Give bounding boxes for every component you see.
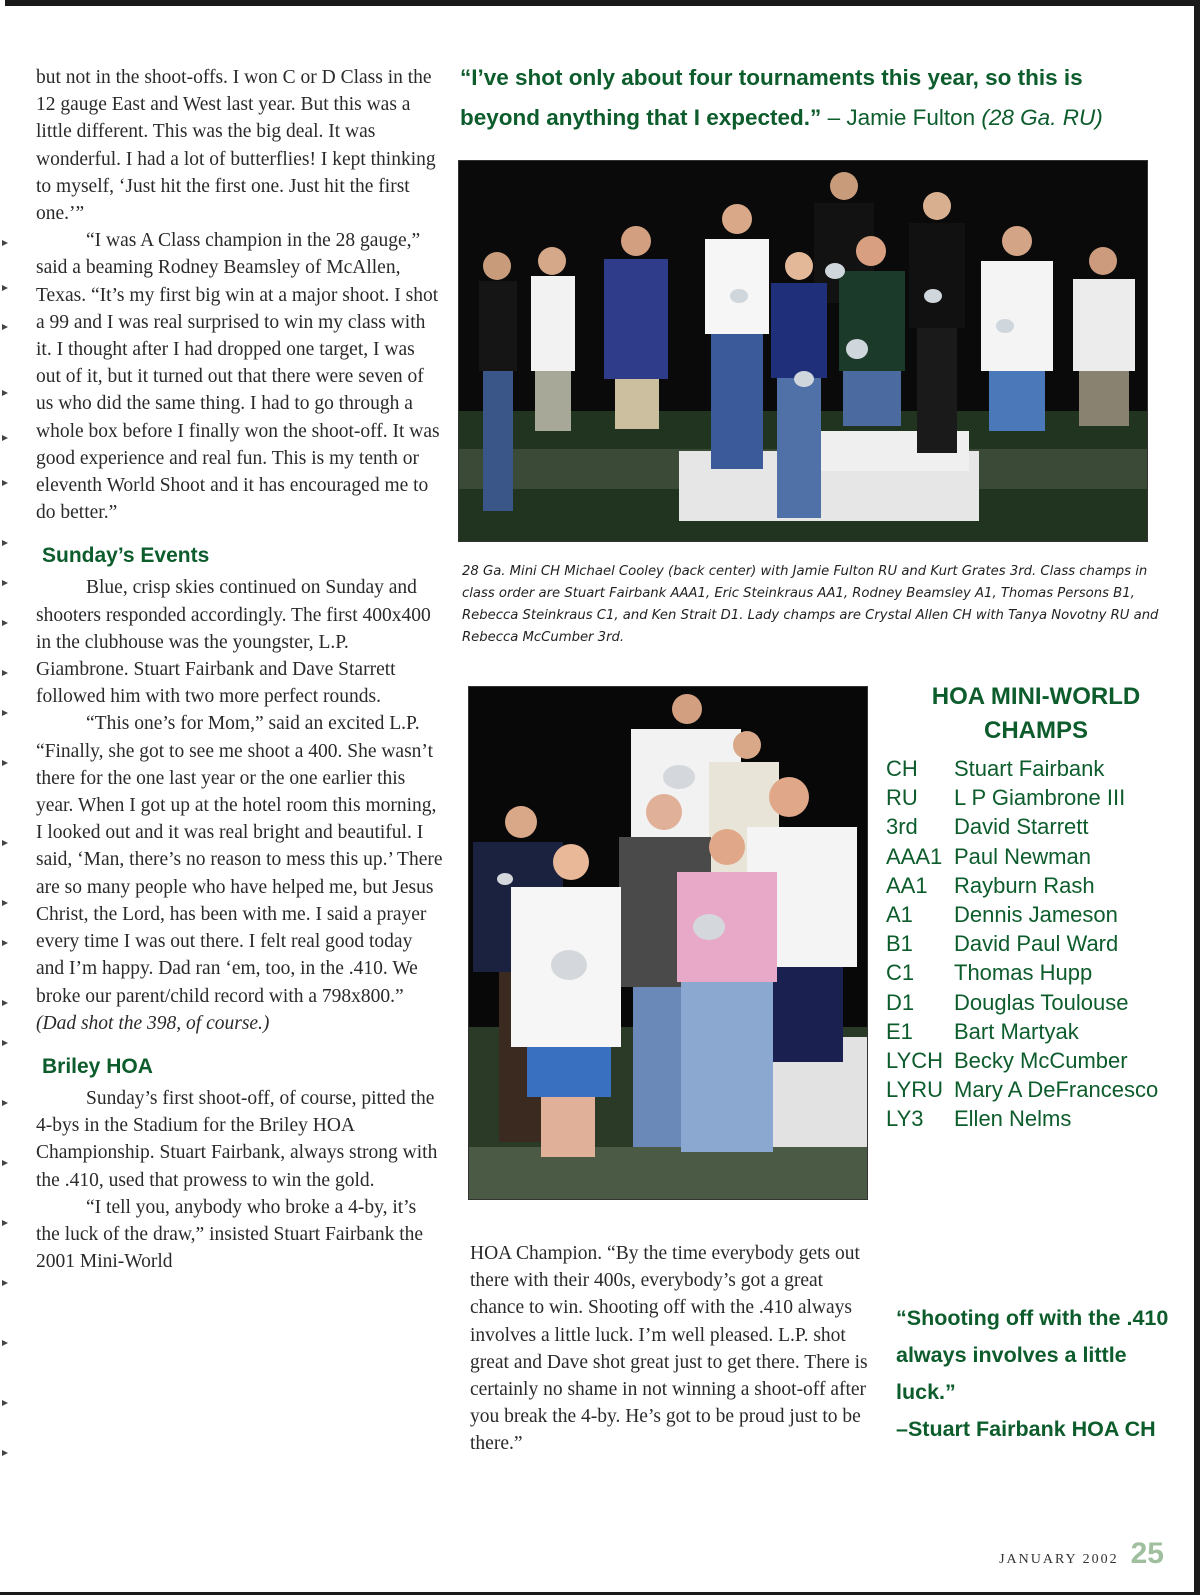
pull-quote-attribution-detail: (28 Ga. RU) xyxy=(981,105,1103,130)
champs-row xyxy=(886,754,1176,783)
champs-class: D1 xyxy=(886,989,915,1015)
champs-class: AA1 xyxy=(886,872,928,898)
photo-caption: 28 Ga. Mini CH Michael Cooley (back center) with Jamie Fulton RU and Kurt Grates 3rd. Class champs in class order are Stuart Fairbank AAA1, Eric Steinkraus AA1, Rodney Beamsley A1, Thomas Persons B1, Rebecca Steinkraus C1, and Ken Strait D1. Lady champs are Crystal Allen CH with Tanya Novotny RU and Rebecca McCumber 3rd. xyxy=(462,564,1159,645)
page-footer xyxy=(999,1537,1164,1571)
champs-class: RU xyxy=(886,785,918,811)
section-heading-briley: Briley HOA xyxy=(42,1054,153,1078)
body-paragraph: “I tell you, anybody who broke a 4-by, it’s the luck of the draw,” insisted Stuart Fairbank the 2001 Mini-World xyxy=(36,1196,424,1273)
pull-quote-bottom xyxy=(896,1300,1186,1448)
champs-class: 3rd xyxy=(886,814,918,840)
body-paragraph: Sunday’s first shoot-off, of course, pitted the 4-bys in the Stadium for the Briley HOA Championship. Stuart Fairbank, always strong with the .410, used that prowess to win the gold. xyxy=(36,1087,438,1191)
champs-row xyxy=(886,1104,1176,1133)
champs-name: Bart Martyak xyxy=(954,1018,1079,1044)
champs-row xyxy=(886,958,1176,987)
champs-name: David Starrett xyxy=(954,814,1089,840)
champs-name: Stuart Fairbank xyxy=(954,756,1105,781)
top-border-rule xyxy=(5,0,1200,6)
champs-class: LYCH xyxy=(886,1048,944,1074)
champs-class: AAA1 xyxy=(886,843,943,869)
body-paragraph xyxy=(36,710,444,1036)
champs-class: LYRU xyxy=(886,1077,944,1103)
champs-row xyxy=(886,1017,1176,1046)
italic-aside: (Dad shot the 398, of course.) xyxy=(36,1012,270,1034)
champs-row xyxy=(886,842,1176,871)
group-photo-28ga-champs xyxy=(458,160,1148,542)
champs-class: CH xyxy=(886,756,918,781)
champs-class: C1 xyxy=(886,960,915,986)
champs-name: Ellen Nelms xyxy=(954,1106,1072,1132)
left-article-column xyxy=(36,64,444,1275)
champs-row xyxy=(886,900,1176,929)
champs-row xyxy=(886,783,1176,812)
body-paragraph: but not in the shoot-offs. I won C or D Class in the 12 gauge East and West last year. But this was a little different. This was the big deal. It was wonderful. I had a lot of butterflies! I kept thinking to myself, ‘Just hit the first one. Just hit the first one.’” xyxy=(36,67,436,225)
champs-class: B1 xyxy=(886,931,913,957)
champs-name: Thomas Hupp xyxy=(954,960,1093,986)
champs-class: A1 xyxy=(886,902,913,928)
champs-name: Douglas Toulouse xyxy=(954,989,1129,1015)
right-border-rule xyxy=(1194,0,1200,1595)
body-paragraph: HOA Champion. “By the time everybody gets out there with their 400s, everybody’s got a great chance to win. Shooting off with the .410 always involves a little luck. I’m well pleased. L.P. shot great and Dave shot great just to get there. There is certainly no shame in not winning a shoot-off after you break the 4-by. He’s got to be proud just to be there.” xyxy=(470,1243,868,1455)
champs-name: Paul Newman xyxy=(954,843,1091,869)
champs-name: Mary A DeFrancesco xyxy=(954,1077,1159,1103)
champs-name: Dennis Jameson xyxy=(954,902,1118,928)
pull-quote-text: “Shooting off with the .410 always involves a little luck.” xyxy=(896,1306,1169,1404)
page-number: 25 xyxy=(1130,1537,1164,1570)
hoa-mini-world-champs-box xyxy=(886,680,1176,1134)
binding-margin-marks xyxy=(0,240,14,1490)
group-photo-hoa-champs xyxy=(468,686,868,1200)
champs-name: Rayburn Rash xyxy=(954,872,1095,898)
champs-row xyxy=(886,1046,1176,1075)
champs-class: LY3 xyxy=(886,1106,924,1132)
pull-quote-top xyxy=(460,58,1160,138)
pull-quote-attribution: – Jamie Fulton xyxy=(827,105,976,130)
champs-name: L P Giambrone III xyxy=(954,785,1126,811)
group-photo-illustration xyxy=(459,161,1147,541)
champs-class: E1 xyxy=(886,1018,913,1044)
champs-name: David Paul Ward xyxy=(954,931,1119,957)
pull-quote-attribution: –Stuart Fairbank HOA CH xyxy=(896,1417,1156,1441)
middle-article-column xyxy=(470,1240,868,1458)
champs-name: Becky McCumber xyxy=(954,1048,1128,1074)
body-paragraph: “I was A Class champion in the 28 gauge,” said a beaming Rodney Beamsley of McAllen, Texas. “It’s my first big win at a major shoot. I shot a 99 and I was real surprised to win my class with it. I thought after I had dropped one target, I was out of it, but it turned out that there were seven of us who did the same thing. I had to go through a whole box before I finally won the shoot-off. It was good experience and real fun. This is my tenth or eleventh World Shoot and it has encouraged me to do better.” xyxy=(36,230,440,524)
champs-box-title: HOA MINI-WORLD CHAMPS xyxy=(931,683,1141,744)
champs-row xyxy=(886,812,1176,841)
section-heading-sunday: Sunday’s Events xyxy=(42,544,210,568)
champs-row xyxy=(886,988,1176,1017)
champs-list xyxy=(886,754,1176,1134)
champs-row xyxy=(886,1075,1176,1104)
body-paragraph: Blue, crisp skies continued on Sunday and shooters responded accordingly. The first 400x400 in the clubhouse was the youngster, L.P. Giambrone. Stuart Fairbank and Dave Starrett followed him with two more perfect rounds. xyxy=(36,577,431,708)
body-text: “This one’s for Mom,” said an excited L.P. “Finally, she got to see me shoot a 400. She wasn’t there for the one last year or the one earlier this year. When I got up at the hotel room this morning, I looked out and it was real bright and beautiful. I said, ‘Man, there’s no reason to mess this up.’ There are so many people who have helped me, but Jesus Christ, the Lord, has been with me. I said a prayer every time I was out there. I felt real good today and I’m happy. Dad ran ‘em, too, in the .410. We broke our parent/child record with a 798x800.” xyxy=(36,713,443,1007)
champs-row xyxy=(886,871,1176,900)
hoa-photo-illustration xyxy=(469,687,867,1199)
pull-quote-text: “I’ve shot only about four tournaments this year, so this is beyond anything that I expected.” xyxy=(460,65,1083,130)
issue-date: JANUARY 2002 xyxy=(999,1552,1119,1567)
champs-row xyxy=(886,929,1176,958)
